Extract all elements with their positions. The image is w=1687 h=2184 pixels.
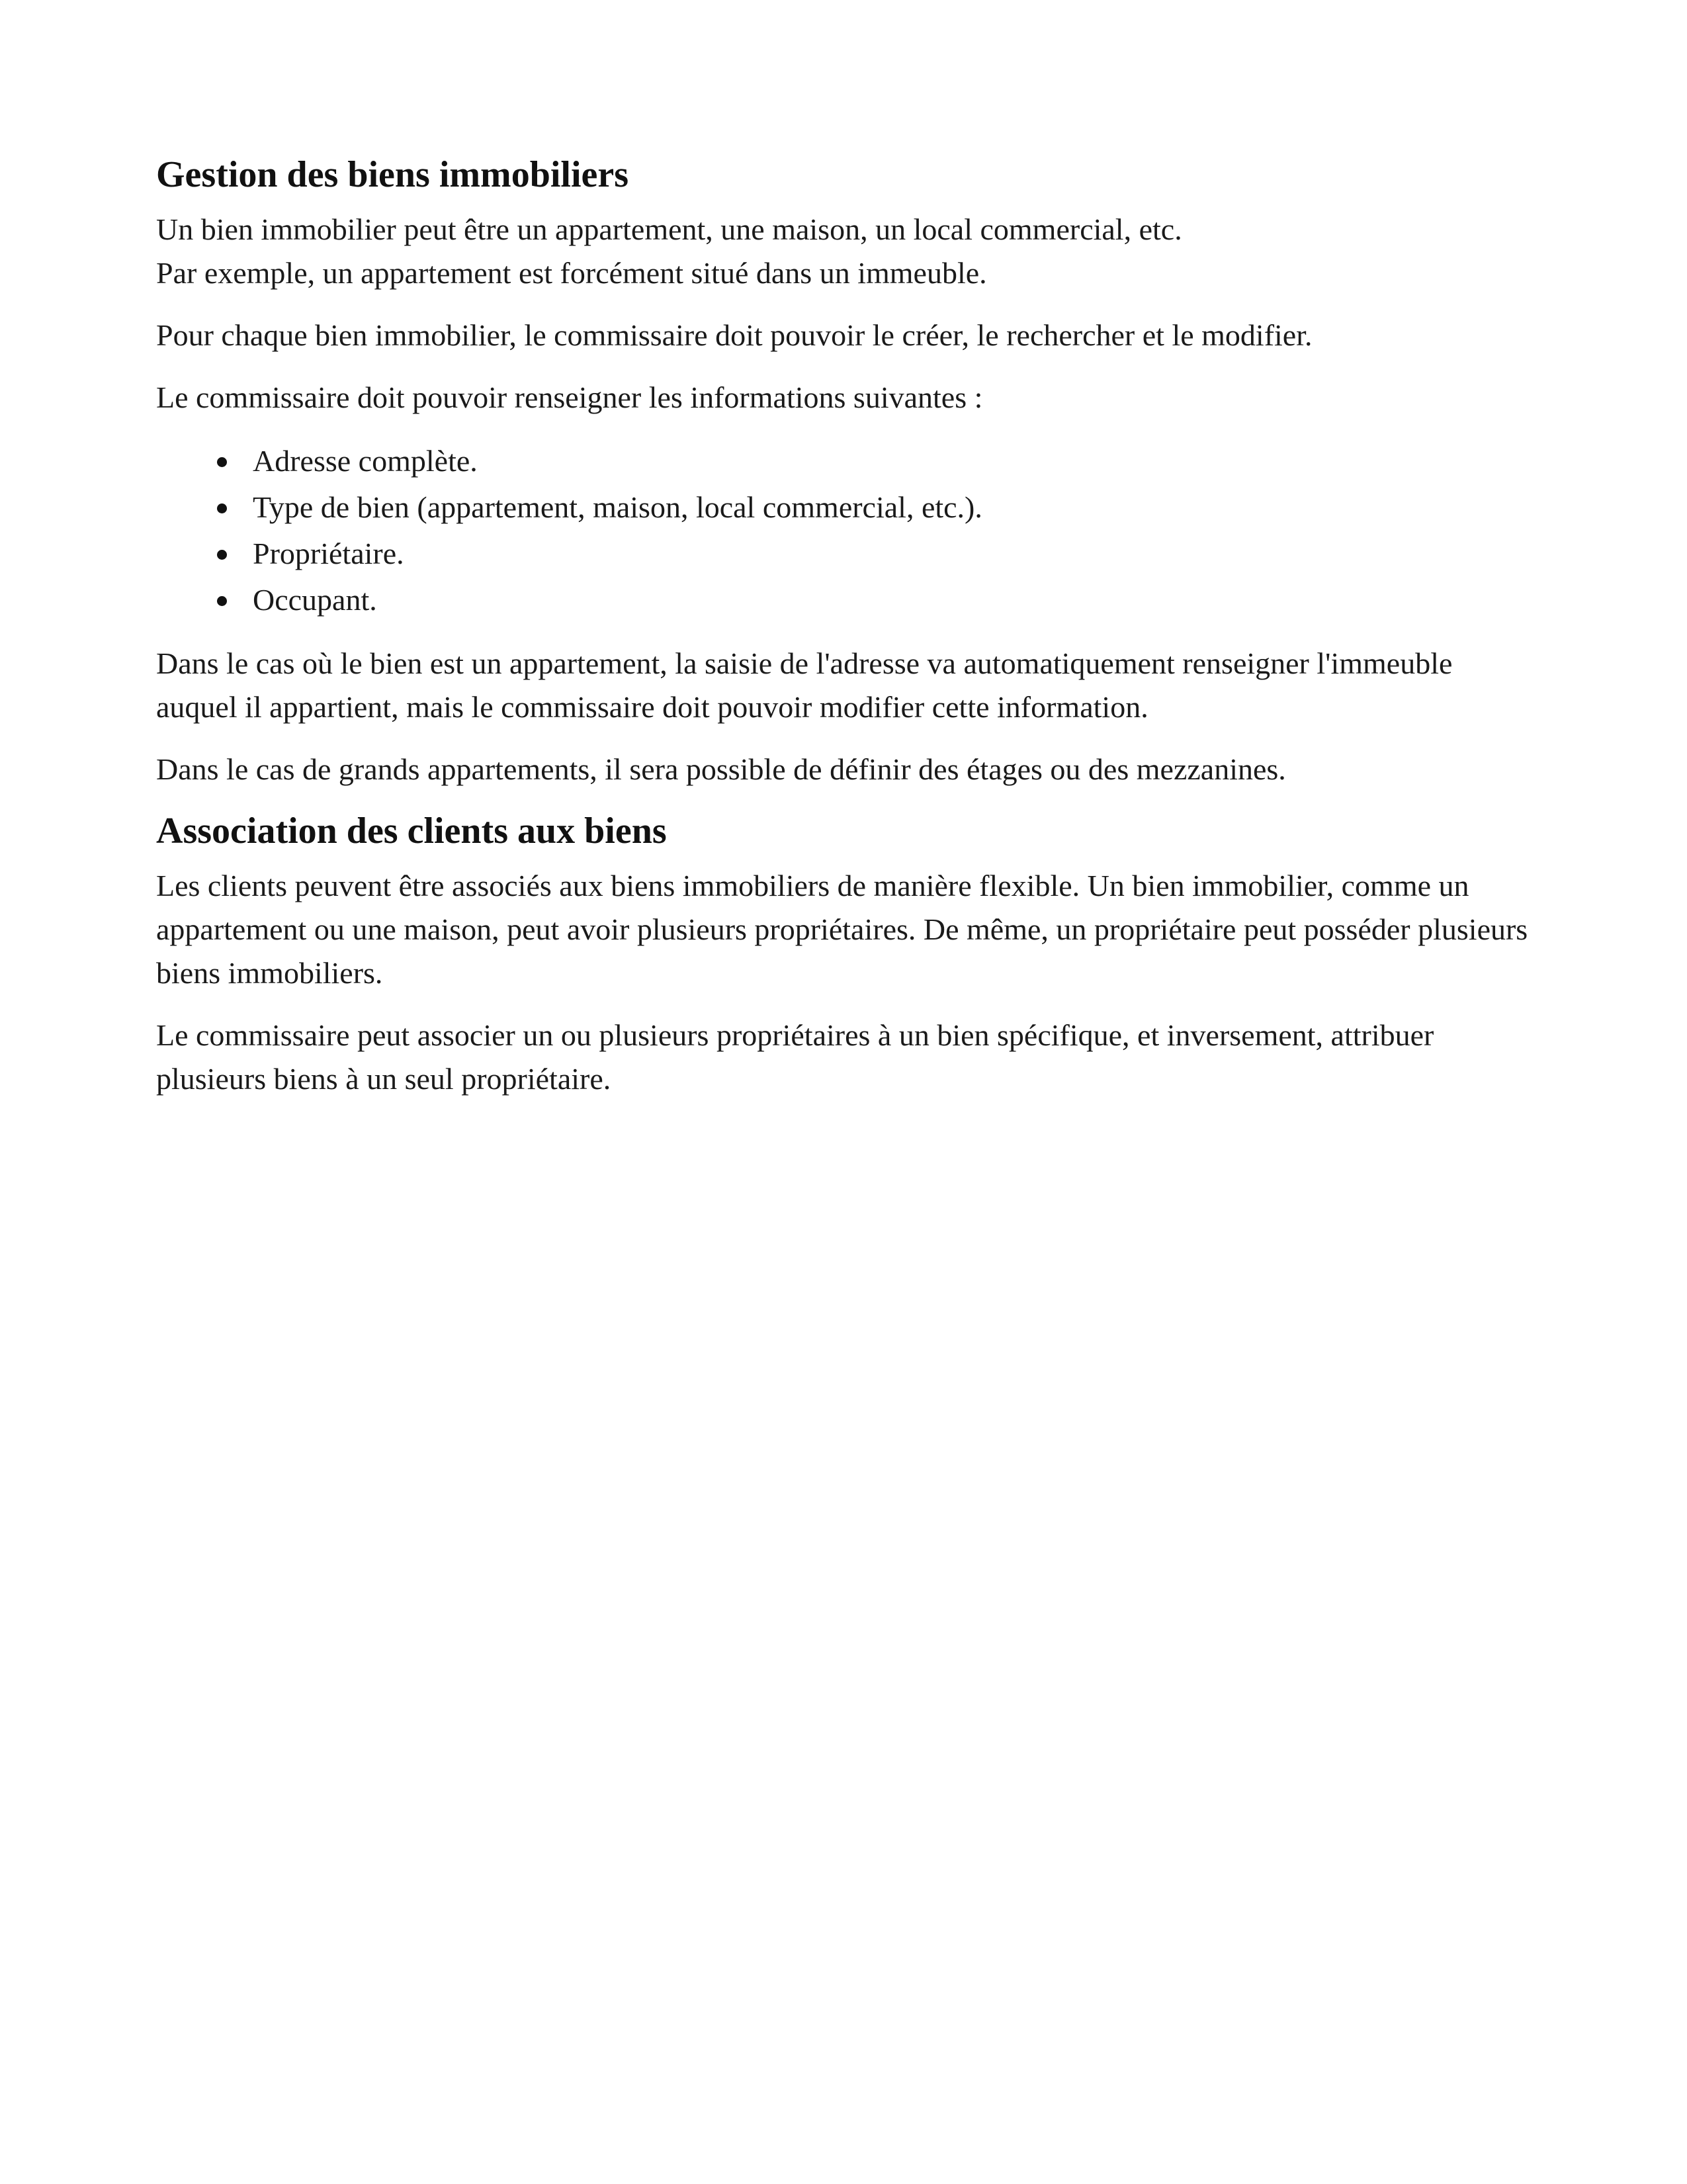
large-apartments-paragraph: Dans le cas de grands appartements, il sera possible de définir des étages ou des mezzanines. [156,752,1286,786]
list-item [156,531,1532,577]
apartment-address-paragraph: Dans le cas où le bien est un appartement, la saisie de l'adresse va automatiquement renseigner l'immeuble auquel il appartient, mais le commissaire doit pouvoir modifier cette information. [156,646,1453,724]
list-item [156,577,1532,623]
info-list [156,438,1532,623]
intro-line-2: Par exemple, un appartement est forcément situé dans un immeuble. [156,256,987,290]
info-intro-paragraph: Le commissaire doit pouvoir renseigner les informations suivantes : [156,380,983,414]
intro-paragraph [156,208,1532,295]
list-item-label: Propriétaire. [253,537,404,570]
section-heading-gestion: Gestion des biens immobiliers [156,154,629,195]
association-paragraph-1: Les clients peuvent être associés aux biens immobiliers de manière flexible. Un bien immobilier, comme un appartement ou une maison, peut avoir plusieurs propriétaires. De même, un propriétaire peut posséder plusieurs biens immobiliers. [156,869,1528,990]
section-heading-association: Association des clients aux biens [156,810,667,852]
document-page [156,153,1532,1119]
list-item [156,438,1532,484]
bullet-icon [217,596,227,606]
list-item-label: Adresse complète. [253,444,478,478]
list-item-label: Type de bien (appartement, maison, local commercial, etc.). [253,490,982,524]
intro-line-1: Un bien immobilier peut être un appartement, une maison, un local commercial, etc. [156,212,1182,246]
bullet-icon [217,550,227,560]
list-item [156,484,1532,531]
bullet-icon [217,457,227,467]
capabilities-paragraph: Pour chaque bien immobilier, le commissaire doit pouvoir le créer, le rechercher et le modifier. [156,318,1313,352]
list-item-label: Occupant. [253,583,377,617]
bullet-icon [217,503,227,513]
association-paragraph-2: Le commissaire peut associer un ou plusieurs propriétaires à un bien spécifique, et inversement, attribuer plusieurs biens à un seul propriétaire. [156,1018,1434,1096]
